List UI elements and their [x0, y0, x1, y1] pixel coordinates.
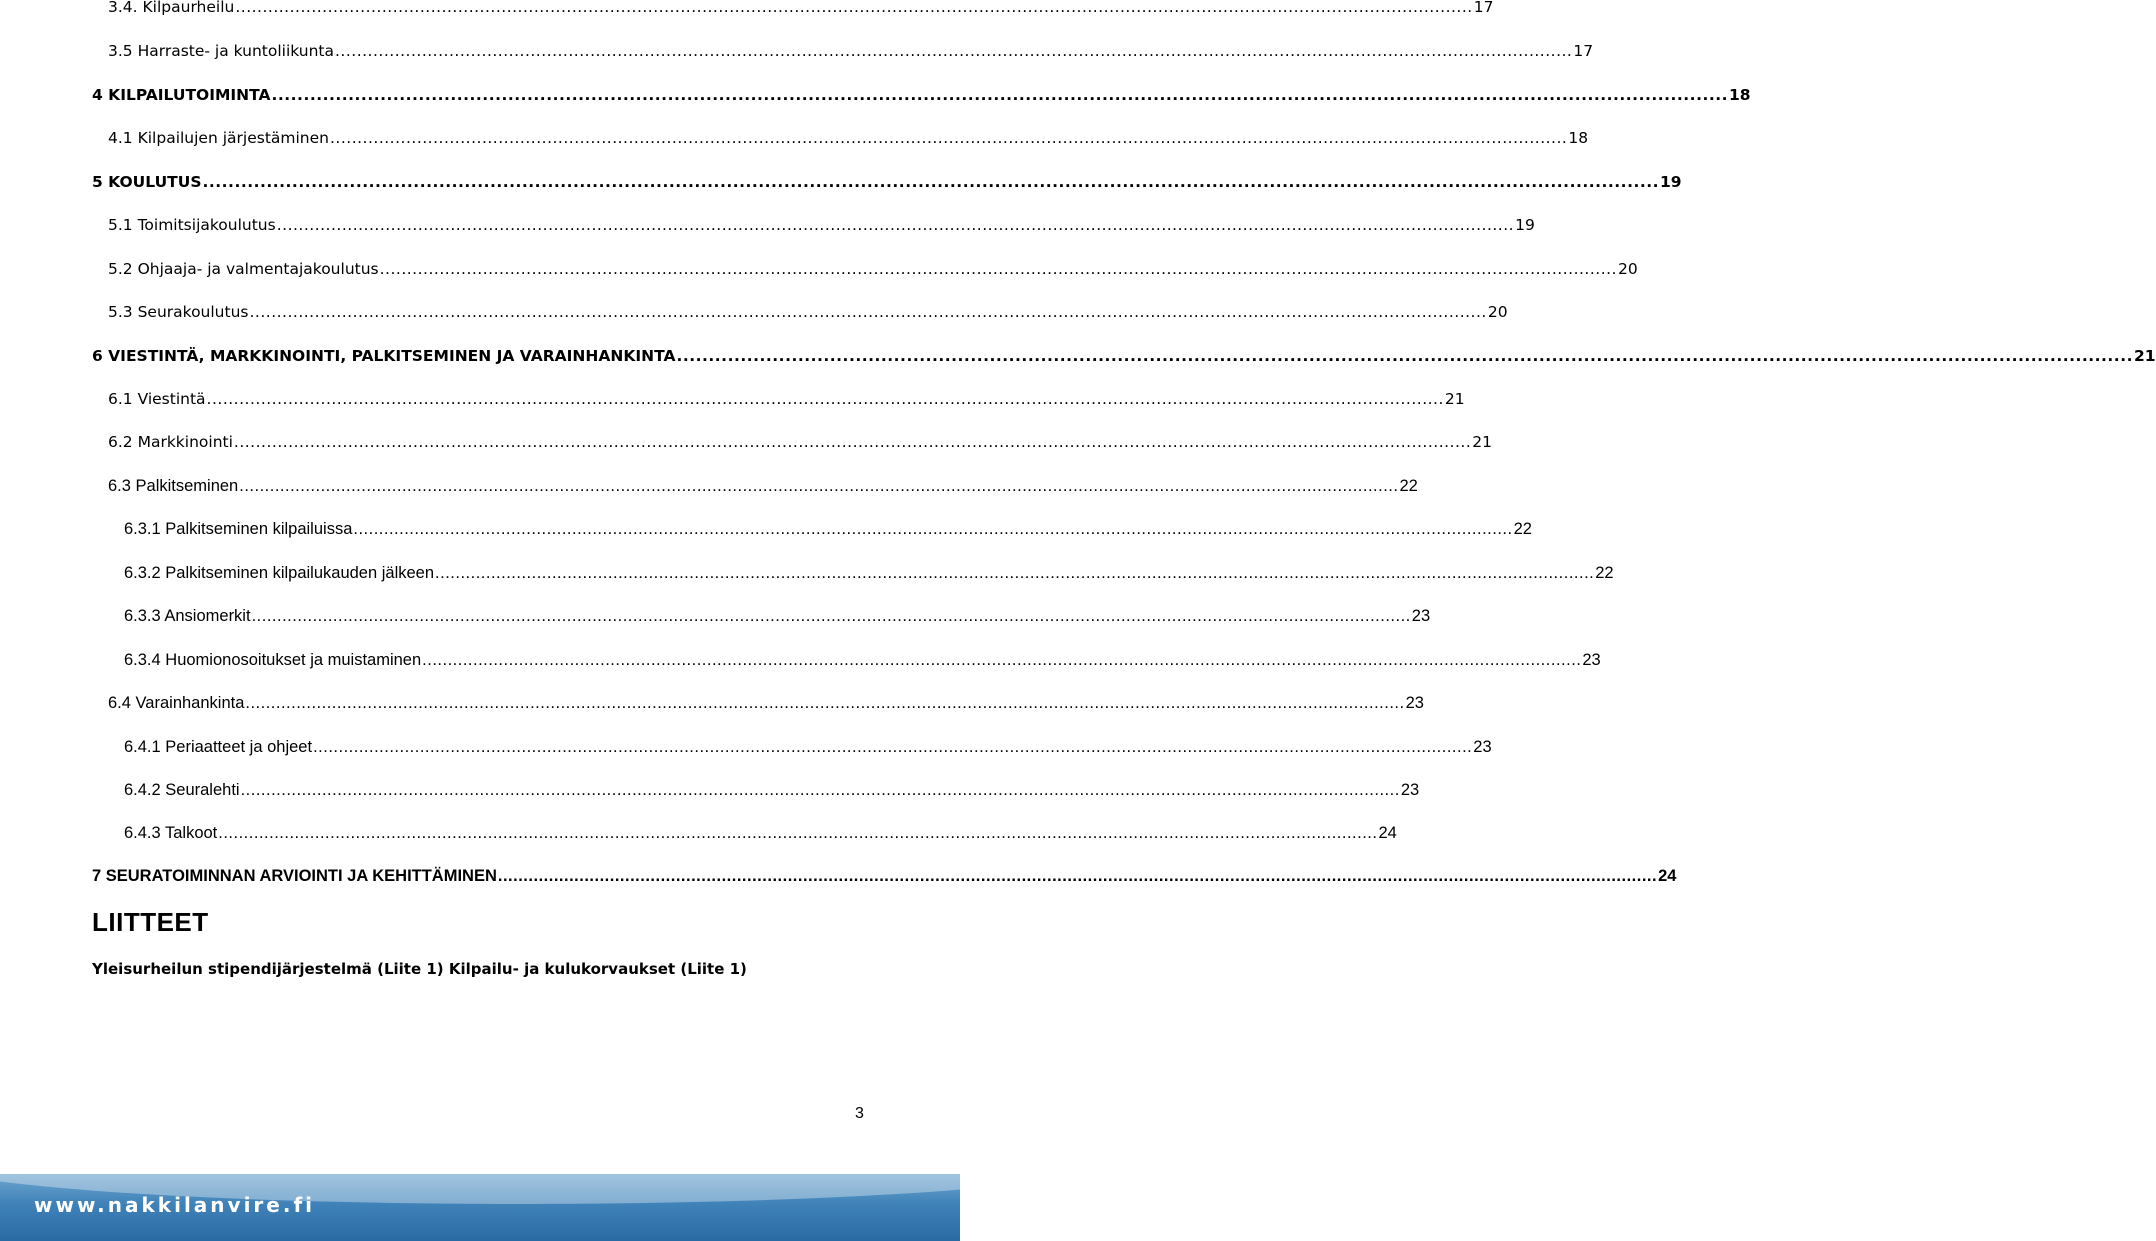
toc-entry-label: 6.2 Markkinointi — [108, 433, 233, 451]
toc-entry-label: 6.4.2 Seuralehti — [124, 781, 240, 799]
toc-entry-page: 21 — [1472, 433, 1492, 451]
toc-entry — [124, 780, 1420, 800]
toc-entry — [124, 823, 1397, 843]
toc-entry-page: 21 — [1444, 390, 1465, 408]
toc-entry — [124, 519, 1532, 539]
toc-entry-label: 6.1 Viestintä — [108, 390, 206, 408]
toc-leader-dots: .................................................................................................................................................................................................................................... — [422, 651, 1582, 669]
toc-leader-dots: .................................................................................................................................................................................................................................... — [239, 477, 1399, 495]
toc-entry-page: 19 — [1660, 173, 1682, 191]
toc-entry-label: 5.1 Toimitsijakoulutus — [108, 216, 276, 234]
toc-leader-dots: .................................................................................................................................................................................................................................... — [249, 303, 1487, 321]
toc-leader-dots: .................................................................................................................................................................................................................................... — [202, 173, 1660, 191]
footer-website-link[interactable]: www.nakkilanvire.fi — [34, 1193, 316, 1217]
toc-leader-dots: .................................................................................................................................................................................................................................... — [233, 433, 1472, 451]
page-number: 3 — [855, 1105, 864, 1122]
toc-entry-label: 4.1 Kilpailujen järjestäminen — [108, 129, 329, 147]
toc-leader-dots: .................................................................................................................................................................................................................................... — [271, 86, 1729, 104]
toc-leader-dots: .................................................................................................................................................................................................................................... — [676, 347, 2133, 365]
toc-entry — [108, 389, 1465, 409]
toc-entry-page: 22 — [1513, 520, 1532, 538]
toc-entry-page: 23 — [1400, 781, 1420, 799]
toc-entry-label: 5.3 Seurakoulutus — [108, 303, 249, 321]
toc-entry-page: 21 — [2133, 347, 2156, 365]
toc-entry — [124, 650, 1601, 670]
toc-leader-dots: .................................................................................................................................................................................................................................... — [335, 42, 1573, 60]
toc-entry — [108, 476, 1418, 496]
toc-entry — [108, 302, 1508, 322]
toc-entry — [108, 215, 1535, 235]
footer-banner — [0, 1174, 960, 1241]
toc-leader-dots: .................................................................................................................................................................................................................................... — [313, 738, 1473, 756]
toc-leader-dots: .................................................................................................................................................................................................................................... — [329, 129, 1568, 147]
toc-entry-label: 4 KILPAILUTOIMINTA — [92, 86, 271, 104]
toc-leader-dots: .................................................................................................................................................................................................................................... — [276, 216, 1515, 234]
toc-entry — [92, 172, 1682, 192]
toc-entry — [108, 41, 1594, 61]
toc-entry-page: 17 — [1473, 0, 1494, 16]
toc-entry-page: 20 — [1617, 260, 1638, 278]
appendix-heading: LIITTEET — [92, 907, 209, 937]
toc-entry-page: 20 — [1487, 303, 1508, 321]
toc-entry-page: 24 — [1378, 824, 1397, 842]
toc-entry-page: 23 — [1411, 607, 1431, 625]
toc-leader-dots: .................................................................................................................................................................................................................................... — [245, 694, 1405, 712]
toc-leader-dots: .................................................................................................................................................................................................................................... — [251, 607, 1411, 625]
toc-entry-label: 6.4 Varainhankinta — [108, 694, 245, 712]
toc-entry — [124, 737, 1492, 757]
toc-entry — [108, 432, 1492, 452]
toc-leader-dots: .................................................................................................................................................................................................................................... — [206, 390, 1444, 408]
toc-entry-page: 18 — [1568, 129, 1589, 147]
toc-entry-label: 6.3.1 Palkitseminen kilpailuissa — [124, 520, 353, 538]
toc-entry-page: 23 — [1473, 738, 1492, 756]
toc-entry — [108, 259, 1638, 279]
toc-leader-dots: .................................................................................................................................................................................................................................... — [235, 0, 1473, 16]
toc-entry-label: 6.4.3 Talkoot — [124, 824, 218, 842]
toc-leader-dots: .................................................................................................................................................................................................................................... — [240, 781, 1400, 799]
toc-entry — [124, 563, 1614, 583]
toc-entry-label: 6 VIESTINTÄ, MARKKINOINTI, PALKITSEMINEN JA VARAINHANKINTA — [92, 347, 676, 365]
toc-entry — [92, 866, 1677, 886]
toc-entry-label: 6.3 Palkitseminen — [108, 477, 239, 495]
toc-entry-label: 6.4.1 Periaatteet ja ohjeet — [124, 738, 313, 756]
toc-leader-dots: .................................................................................................................................................................................................................................... — [497, 867, 1658, 885]
appendix-list: Yleisurheilun stipendijärjestelmä (Liite 1) Kilpailu- ja kulukorvaukset (Liite 1) — [92, 960, 747, 978]
toc-leader-dots: .................................................................................................................................................................................................................................... — [353, 520, 1513, 538]
toc-entry-label: 7 SEURATOIMINNAN ARVIOINTI JA KEHITTÄMINEN — [92, 867, 497, 885]
toc-leader-dots: .................................................................................................................................................................................................................................... — [435, 564, 1595, 582]
toc-entry — [124, 606, 1431, 626]
toc-entry-page: 19 — [1515, 216, 1535, 234]
toc-entry-label: 3.5 Harraste- ja kuntoliikunta — [108, 42, 334, 60]
toc-entry — [108, 128, 1589, 148]
toc-entry-page: 23 — [1582, 651, 1601, 669]
toc-entry-label: 6.3.4 Huomionosoitukset ja muistaminen — [124, 651, 422, 669]
toc-entry-page: 17 — [1573, 42, 1594, 60]
toc-entry-label: 3.4. Kilpaurheilu — [108, 0, 235, 16]
toc-entry — [108, 0, 1494, 17]
toc-entry-label: 6.3.3 Ansiomerkit — [124, 607, 251, 625]
toc-entry — [92, 346, 2156, 366]
toc-entry-label: 6.3.2 Palkitseminen kilpailukauden jälkeen — [124, 564, 435, 582]
toc-entry-label: 5 KOULUTUS — [92, 173, 202, 191]
toc-entry-label: 5.2 Ohjaaja- ja valmentajakoulutus — [108, 260, 379, 278]
toc-entry-page: 22 — [1595, 564, 1614, 582]
toc-entry-page: 24 — [1658, 867, 1677, 885]
toc-entry-page: 18 — [1729, 86, 1751, 104]
toc-entry — [108, 693, 1424, 713]
toc-entry-page: 22 — [1399, 477, 1418, 495]
toc-entry-page: 23 — [1405, 694, 1424, 712]
toc-leader-dots: .................................................................................................................................................................................................................................... — [218, 824, 1378, 842]
toc-entry — [92, 85, 1751, 105]
toc-leader-dots: .................................................................................................................................................................................................................................... — [379, 260, 1617, 278]
